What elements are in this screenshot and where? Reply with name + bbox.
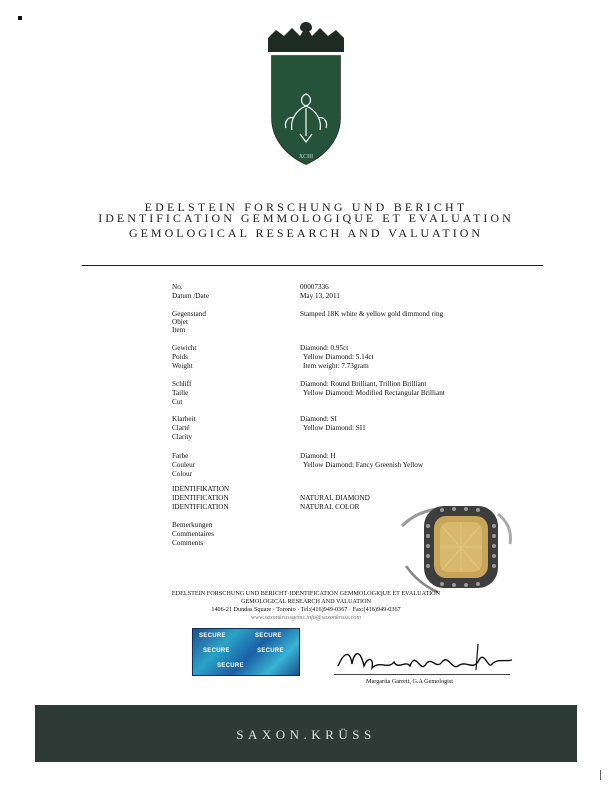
field-label-clarity-fr: Clarté xyxy=(172,424,190,432)
field-label-identification-en: IDENTIFICATION xyxy=(172,503,229,511)
signature-line xyxy=(334,674,510,675)
field-label-clarity-en: Clarity xyxy=(172,433,192,441)
header-divider xyxy=(82,265,543,266)
field-value-date: May 13, 2011 xyxy=(300,292,340,300)
header-line-english: GEMOLOGICAL RESEARCH AND VALUATION xyxy=(128,226,484,240)
field-label-cut-fr: Taille xyxy=(172,389,189,397)
field-label-colour-en: Colour xyxy=(172,470,192,478)
field-label-item-de: Gegenstand xyxy=(172,310,206,318)
seal-word-4: SECURE xyxy=(257,648,284,654)
field-label-comments-en: Comments xyxy=(172,539,204,547)
security-hologram xyxy=(192,628,300,676)
field-value-identification-diamond: NATURAL DIAMOND xyxy=(300,494,370,502)
ring-photo xyxy=(398,496,516,596)
footer-line-english: GEMOLOGICAL RESEARCH AND VALUATION xyxy=(241,598,371,605)
field-label-identification-de: IDENTIFIKATION xyxy=(172,485,230,493)
field-value-cut-yellow: Yellow Diamond: Modified Rectangular Brilliant xyxy=(303,389,445,397)
field-label-no: No. xyxy=(172,283,183,291)
field-label-date: Datum /Date xyxy=(172,292,209,300)
header-line-german: EDELSTEIN FORSCHUNG UND BERICHT xyxy=(144,200,468,214)
edge-mark xyxy=(600,770,601,780)
field-label-cut-de: Schliff xyxy=(172,380,192,388)
field-value-colour-diamond: Diamond: H xyxy=(300,452,336,460)
field-label-colour-fr: Couleur xyxy=(172,461,196,469)
field-label-weight-en: Weight xyxy=(172,362,193,370)
crest-logo xyxy=(266,18,346,168)
field-value-identification-color: NATURAL COLOR xyxy=(300,503,360,511)
header-line-french: IDENTIFICATION GEMMOLOGIQUE ET EVALUATION xyxy=(98,211,514,225)
field-label-item-en: Item xyxy=(172,326,186,334)
field-value-cut-diamond: Diamond: Round Brilliant, Trillion Brilliant xyxy=(300,380,427,388)
field-label-comments-fr: Commentaires xyxy=(172,530,214,538)
field-value-colour-yellow: Yellow Diamond: Fancy Greenish Yellow xyxy=(303,461,424,469)
field-label-comments-de: Bemerkungen xyxy=(172,521,213,529)
field-label-cut-en: Cut xyxy=(172,398,183,406)
seal-word-5: SECURE xyxy=(217,663,244,669)
brand-name: SAXON.KRÜSS xyxy=(236,727,376,742)
footer-address: 1406-21 Dundas Square · Toronto · Tel:(416)949-0367 · Fax:(416)949-0367 xyxy=(211,606,401,613)
field-value-item: Stamped 18K white & yellow gold dimmond ring xyxy=(300,310,444,318)
footer-website: www.saxonkrussgems.info@saxonkruss.com xyxy=(251,614,361,621)
signature-caption: Margarita Garrett, G.A Gemologist xyxy=(366,678,454,685)
field-value-no: 00007336 xyxy=(300,283,329,291)
field-value-clarity-yellow: Yellow Diamond: SI1 xyxy=(303,424,366,432)
field-label-identification-fr: IDENTIFICATION xyxy=(172,494,229,502)
field-label-colour-de: Farbe xyxy=(172,452,189,460)
svg-text:XCIII: XCIII xyxy=(298,154,314,160)
corner-mark xyxy=(18,16,22,20)
field-label-item-fr: Objet xyxy=(172,318,188,326)
seal-word-1: SECURE xyxy=(199,633,226,639)
field-label-weight-fr: Poids xyxy=(172,353,188,361)
field-label-weight-de: Gewicht xyxy=(172,344,197,352)
footer-line-names: EDELSTEIN FORSCHUNG UND BERICHT·IDENTIFICATION GEMMOLOGIQUE ET EVALUATION xyxy=(171,590,441,597)
field-label-clarity-de: Klarheit xyxy=(172,415,196,423)
field-value-clarity-diamond: Diamond: SI xyxy=(300,415,337,423)
field-value-weight-yellow: Yellow Diamond: 5.14ct xyxy=(303,353,374,361)
seal-word-3: SECURE xyxy=(203,648,230,654)
seal-word-2: SECURE xyxy=(255,633,282,639)
brand-band xyxy=(35,705,577,762)
field-value-weight-diamond: Diamond: 0.95ct xyxy=(300,344,349,352)
field-value-weight-item: Item weight: 7.73gram xyxy=(303,362,369,370)
